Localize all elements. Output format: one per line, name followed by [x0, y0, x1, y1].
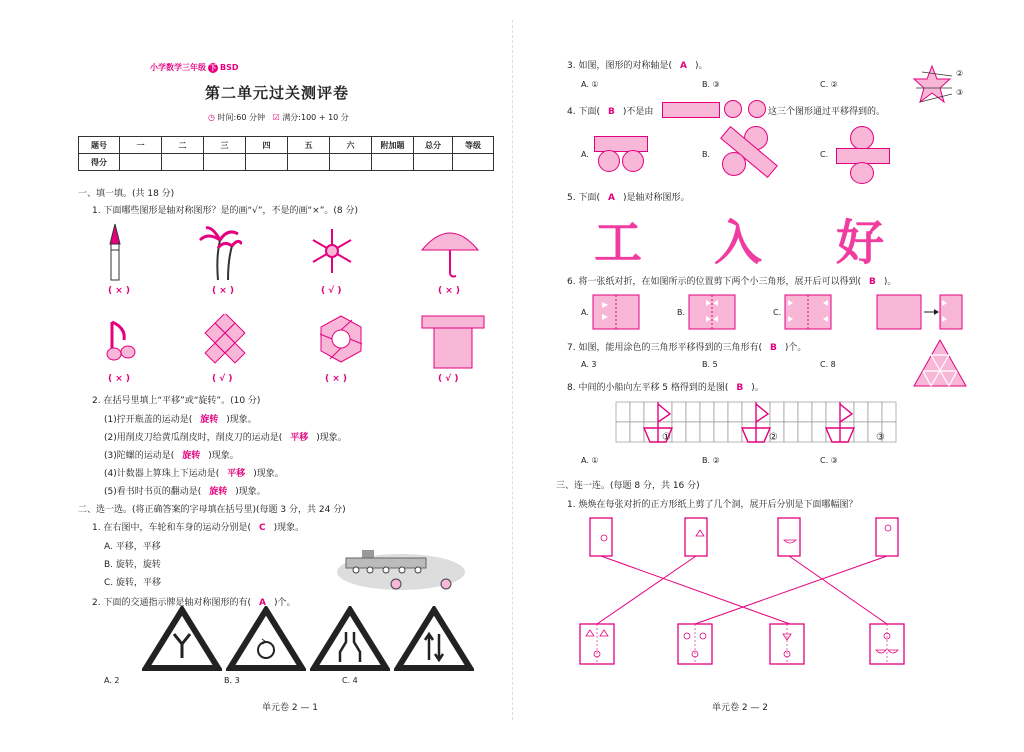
score-value-row [79, 154, 494, 171]
music-note-icon [104, 318, 140, 362]
option: B. ③ [702, 80, 720, 89]
option: A. [581, 150, 589, 159]
grid-cell [686, 422, 700, 442]
option: A. [581, 308, 589, 317]
answer-blank[interactable]: 旋转 [182, 451, 201, 461]
grid-cell [630, 402, 644, 422]
grid-cell [714, 402, 728, 422]
series-label: 小学数学三年级 下 BSD [150, 63, 239, 72]
answer-blank[interactable]: B [868, 277, 876, 287]
score-header-cell: 一 [120, 137, 162, 154]
score-header-cell: 六 [330, 137, 372, 154]
answer-blank[interactable]: 旋转 [209, 487, 228, 497]
grid-cell [700, 402, 714, 422]
answer-blank[interactable]: 平移 [290, 433, 309, 443]
answer-blank[interactable]: B [736, 383, 744, 393]
grid-cell [784, 422, 798, 442]
score-cell[interactable] [453, 154, 494, 171]
question-2-1: 1. 在右图中，车轮和车身的运动分别是( C )现象。 [92, 523, 305, 533]
option: C. 4 [342, 676, 358, 685]
char-gong: 工 [594, 215, 643, 271]
grid-cell [826, 402, 840, 422]
option: B. 5 [702, 360, 718, 369]
grid-cell [686, 402, 700, 422]
boat-label: ① [662, 432, 671, 443]
grid-cell [714, 422, 728, 442]
answer-blank[interactable]: A [679, 61, 687, 71]
q2-item: (4)计数器上算珠上下运动是( 平移 )现象。 [104, 469, 284, 479]
option: A. 2 [104, 676, 120, 685]
boat-label: ③ [876, 432, 885, 443]
grid-cell [882, 402, 896, 422]
score-cell[interactable] [162, 154, 204, 171]
circle-shape [850, 162, 874, 184]
option: C. [820, 150, 829, 159]
option: A. 平移，平移 [104, 542, 161, 552]
grid-cell [616, 402, 630, 422]
score-cell[interactable] [414, 154, 453, 171]
grid-cell [728, 402, 742, 422]
question-5: 5. 下面( A )是轴对称图形。 [567, 193, 690, 203]
grid-cell [770, 402, 784, 422]
q1-answer: ( × ) [438, 286, 461, 296]
grid-cell [700, 422, 714, 442]
sign-road-narrows-icon [310, 606, 390, 672]
score-header-cell: 四 [246, 137, 288, 154]
circle-shape [598, 150, 620, 172]
star-shape-icon [912, 64, 952, 104]
grid-cell [672, 402, 686, 422]
brush-icon [100, 222, 130, 284]
grid-cell [616, 422, 630, 442]
train-scene-icon [336, 540, 466, 592]
option: B. 3 [224, 676, 240, 685]
rect-shape [662, 102, 720, 118]
char-ru: 入 [714, 215, 763, 271]
score-cell[interactable] [330, 154, 372, 171]
grid-cell [854, 422, 868, 442]
question-1-1: 1. 下面哪些图形是轴对称图形？是的画“√”，不是的画“×”。(8 分) [92, 206, 358, 216]
score-header-cell: 等级 [453, 137, 494, 154]
question-4-tail: 这三个图形通过平移得到的。 [768, 107, 886, 117]
score-header-cell: 二 [162, 137, 204, 154]
fold-process-icon [876, 294, 966, 330]
time-info: ◷ 时间:60 分钟 ☑ 满分:100 + 10 分 [208, 113, 349, 122]
grid-cell [854, 402, 868, 422]
q1-answer: ( √ ) [212, 374, 233, 384]
question-8: 8. 中间的小船向左平移 5 格得到的是图( B )。 [567, 383, 764, 393]
q1-answer: ( √ ) [321, 286, 342, 296]
option: A. ① [581, 456, 599, 465]
question-6: 6. 将一张纸对折，在如图所示的位置剪下两个小三角形，展开后可以得到( B )。 [567, 277, 897, 287]
q1-answer: ( × ) [212, 286, 235, 296]
q2-item: (1)拧开瓶盖的运动是( 旋转 )现象。 [104, 415, 257, 425]
score-table [78, 136, 494, 171]
option: C. ② [820, 80, 838, 89]
page-divider [512, 20, 513, 720]
option: A. ① [581, 80, 599, 89]
question-7: 7. 如图，能用涂色的三角形平移得到的三角形有( B )个。 [567, 343, 807, 353]
answer-blank[interactable]: C [258, 523, 266, 533]
grid-cell [812, 422, 826, 442]
circle-shape [748, 100, 766, 118]
answer-blank[interactable]: 平移 [227, 469, 246, 479]
option: C. 旋转，平移 [104, 578, 162, 588]
check-icon: ☑ [272, 113, 280, 122]
boat-label: ② [769, 432, 778, 443]
section-1-title: 一、填一填。(共 18 分) [78, 189, 175, 199]
folded-paper-a [592, 294, 640, 330]
q1-answer: ( × ) [325, 374, 348, 384]
answer-blank[interactable]: A [258, 598, 266, 608]
grid-cell [784, 402, 798, 422]
q2-item: (5)看书时书页的翻动是( 旋转 )现象。 [104, 487, 266, 497]
score-header-cell: 三 [204, 137, 246, 154]
score-header-cell: 总分 [414, 137, 453, 154]
score-cell[interactable] [288, 154, 330, 171]
folded-paper-c [784, 294, 832, 330]
grid-cell [868, 402, 882, 422]
circle-shape [850, 126, 874, 150]
option: B. 旋转，旋转 [104, 560, 161, 570]
umbrella-icon [420, 222, 480, 280]
score-row-label: 得分 [79, 154, 120, 171]
option: C. 8 [820, 360, 836, 369]
sign-roundabout-icon [226, 606, 306, 672]
snowflake-icon [310, 226, 354, 276]
char-hao: 好 [836, 215, 885, 271]
question-1-2: 2. 在括号里填上“平移”或“旋转”。(10 分) [92, 396, 261, 406]
grid-cell [644, 402, 658, 422]
option: C. [773, 308, 782, 317]
grid-cell [672, 422, 686, 442]
series-badge: 下 [209, 64, 217, 72]
score-cell[interactable] [372, 154, 414, 171]
option: B. [702, 150, 711, 159]
score-cell[interactable] [204, 154, 246, 171]
question-3: 3. 如图，图形的对称轴是( A )。 [567, 61, 708, 71]
page-footer: 单元卷 2 — 1 [262, 703, 319, 713]
score-cell[interactable] [246, 154, 288, 171]
score-cell[interactable] [120, 154, 162, 171]
circle-shape [722, 152, 746, 176]
sign-fork-icon [142, 606, 222, 672]
axis-label: ③ [956, 88, 964, 97]
q1-answer: ( × ) [108, 286, 131, 296]
grid-cell [742, 402, 756, 422]
question-2-2: 2. 下面的交通指示牌是轴对称图形的有( A )个。 [92, 598, 296, 608]
grid-cell [812, 402, 826, 422]
score-header-cell: 题号 [79, 137, 120, 154]
q1-answer: ( √ ) [438, 374, 459, 384]
matching-diagram [570, 512, 920, 672]
option: B. [677, 308, 686, 317]
score-header-cell: 附加题 [372, 137, 414, 154]
palm-tree-icon [198, 222, 242, 282]
page-footer: 单元卷 2 — 2 [712, 703, 769, 713]
grid-cell [728, 422, 742, 442]
answer-blank[interactable]: B [607, 107, 615, 117]
answer-blank[interactable]: B [769, 343, 777, 353]
option: A. 3 [581, 360, 597, 369]
sign-two-way-icon [394, 606, 474, 672]
pinwheel-icon [316, 314, 366, 364]
t-shape-icon [420, 314, 486, 370]
section-3-title: 三、连一连。(每题 8 分，共 16 分) [556, 481, 700, 491]
score-header-row [79, 137, 494, 154]
triangle-grid-icon [912, 338, 968, 388]
question-3-1: 1. 焕焕在每张对折的正方形纸上剪了几个洞，展开后分别是下面哪幅图？ [567, 500, 858, 510]
score-header-cell: 五 [288, 137, 330, 154]
rect-shape [594, 136, 648, 152]
axis-label: ② [956, 69, 964, 78]
folded-paper-b [688, 294, 736, 330]
diamond-grid-icon [200, 314, 250, 364]
circle-shape [724, 100, 742, 118]
option: C. ③ [820, 456, 838, 465]
clock-icon: ◷ [208, 113, 215, 122]
boat-grid [614, 398, 904, 446]
grid-cell [630, 422, 644, 442]
grid-cell [798, 402, 812, 422]
option: B. ② [702, 456, 720, 465]
circle-shape [622, 150, 644, 172]
q2-item: (2)用削皮刀给黄瓜削皮时，削皮刀的运动是( 平移 )现象。 [104, 433, 347, 443]
grid-cell [798, 422, 812, 442]
answer-blank[interactable]: 旋转 [200, 415, 219, 425]
answer-blank[interactable]: A [607, 193, 615, 203]
question-4: 4. 下面( B )不是由 [567, 107, 654, 117]
q2-item: (3)陀螺的运动是( 旋转 )现象。 [104, 451, 239, 461]
section-2-title: 二、选一选。(将正确答案的字母填在括号里)(每题 3 分，共 24 分) [78, 505, 346, 515]
q1-answer: ( × ) [108, 374, 131, 384]
page-title: 第二单元过关测评卷 [205, 84, 350, 102]
